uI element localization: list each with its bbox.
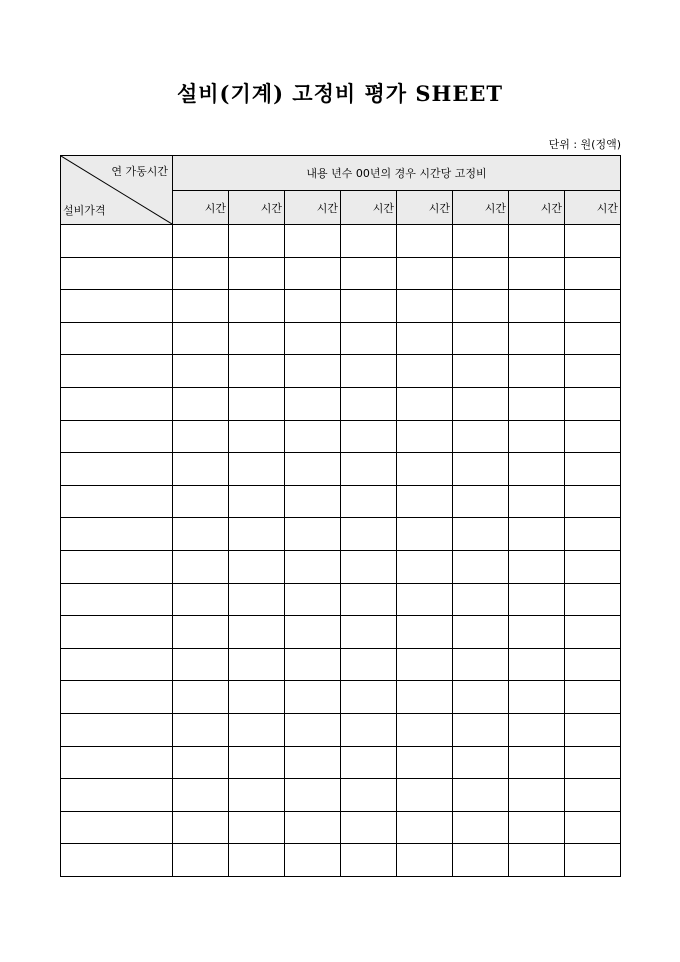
fixed-cost-cell[interactable] <box>341 616 397 649</box>
fixed-cost-cell[interactable] <box>453 779 509 812</box>
fixed-cost-cell[interactable] <box>285 616 341 649</box>
equipment-price-cell[interactable] <box>61 518 173 551</box>
fixed-cost-cell[interactable] <box>397 257 453 290</box>
fixed-cost-cell[interactable] <box>397 485 453 518</box>
fixed-cost-cell[interactable] <box>509 355 565 388</box>
fixed-cost-cell[interactable] <box>509 485 565 518</box>
hours-column-header: 시간 <box>229 191 285 225</box>
annual-operating-hours-label: 연 가동시간 <box>111 165 168 178</box>
fixed-cost-cell[interactable] <box>509 746 565 779</box>
fixed-cost-cell[interactable] <box>229 550 285 583</box>
fixed-cost-cell[interactable] <box>285 746 341 779</box>
equipment-price-cell[interactable] <box>61 225 173 258</box>
fixed-cost-cell[interactable] <box>285 322 341 355</box>
fixed-cost-cell[interactable] <box>341 583 397 616</box>
fixed-cost-cell[interactable] <box>565 779 621 812</box>
table-row <box>61 485 621 518</box>
fixed-cost-cell[interactable] <box>509 648 565 681</box>
table-row <box>61 290 621 323</box>
fixed-cost-cell[interactable] <box>397 713 453 746</box>
fixed-cost-cell[interactable] <box>397 681 453 714</box>
table-row <box>61 453 621 486</box>
fixed-cost-cell[interactable] <box>397 290 453 323</box>
fixed-cost-cell[interactable] <box>229 518 285 551</box>
fixed-cost-cell[interactable] <box>285 844 341 877</box>
table-row <box>61 257 621 290</box>
table-row <box>61 225 621 258</box>
fixed-cost-cell[interactable] <box>397 518 453 551</box>
table-row <box>61 811 621 844</box>
fixed-cost-cell[interactable] <box>173 387 229 420</box>
fixed-cost-cell[interactable] <box>173 844 229 877</box>
table-row <box>61 387 621 420</box>
fixed-cost-cell[interactable] <box>565 225 621 258</box>
fixed-cost-cell[interactable] <box>173 485 229 518</box>
fixed-cost-cell[interactable] <box>173 648 229 681</box>
equipment-price-label: 설비가격 <box>63 204 106 217</box>
table-row <box>61 713 621 746</box>
fixed-cost-cell[interactable] <box>341 420 397 453</box>
fixed-cost-cell[interactable] <box>397 648 453 681</box>
fixed-cost-cell[interactable] <box>565 322 621 355</box>
equipment-price-cell[interactable] <box>61 550 173 583</box>
fixed-cost-cell[interactable] <box>453 844 509 877</box>
fixed-cost-cell[interactable] <box>229 779 285 812</box>
fixed-cost-cell[interactable] <box>341 518 397 551</box>
fixed-cost-cell[interactable] <box>509 453 565 486</box>
hours-column-header: 시간 <box>565 191 621 225</box>
hours-column-header: 시간 <box>173 191 229 225</box>
fixed-cost-cell[interactable] <box>173 518 229 551</box>
table-row <box>61 583 621 616</box>
fixed-cost-cell[interactable] <box>285 290 341 323</box>
fixed-cost-cell[interactable] <box>285 257 341 290</box>
fixed-cost-cell[interactable] <box>341 453 397 486</box>
fixed-cost-cell[interactable] <box>341 485 397 518</box>
fixed-cost-cell[interactable] <box>173 681 229 714</box>
fixed-cost-cell[interactable] <box>453 290 509 323</box>
equipment-price-cell[interactable] <box>61 257 173 290</box>
fixed-cost-cell[interactable] <box>565 713 621 746</box>
sheet-title: 설비(기계) 고정비 평가 SHEET <box>176 81 504 106</box>
equipment-price-cell[interactable] <box>61 485 173 518</box>
table-row <box>61 844 621 877</box>
fixed-cost-cell[interactable] <box>565 420 621 453</box>
fixed-cost-cell[interactable] <box>341 550 397 583</box>
fixed-cost-cell[interactable] <box>397 616 453 649</box>
fixed-cost-cell[interactable] <box>229 713 285 746</box>
fixed-cost-cell[interactable] <box>341 746 397 779</box>
fixed-cost-cell[interactable] <box>341 257 397 290</box>
fixed-cost-cell[interactable] <box>397 779 453 812</box>
fixed-cost-cell[interactable] <box>229 648 285 681</box>
fixed-cost-cell[interactable] <box>453 681 509 714</box>
fixed-cost-cell[interactable] <box>341 225 397 258</box>
fixed-cost-cell[interactable] <box>173 322 229 355</box>
fixed-cost-cell[interactable] <box>453 518 509 551</box>
fixed-cost-cell[interactable] <box>565 355 621 388</box>
fixed-cost-cell[interactable] <box>397 322 453 355</box>
fixed-cost-cell[interactable] <box>285 225 341 258</box>
fixed-cost-cell[interactable] <box>509 550 565 583</box>
fixed-cost-cell[interactable] <box>565 453 621 486</box>
fixed-cost-cell[interactable] <box>173 811 229 844</box>
fixed-cost-cell[interactable] <box>341 290 397 323</box>
equipment-price-cell[interactable] <box>61 420 173 453</box>
fixed-cost-cell[interactable] <box>509 779 565 812</box>
fixed-cost-cell[interactable] <box>397 746 453 779</box>
fixed-cost-cell[interactable] <box>285 453 341 486</box>
hours-column-header: 시간 <box>285 191 341 225</box>
fixed-cost-cell[interactable] <box>173 453 229 486</box>
fixed-cost-cell[interactable] <box>565 616 621 649</box>
fixed-cost-cell[interactable] <box>565 746 621 779</box>
fixed-cost-cell[interactable] <box>285 518 341 551</box>
fixed-cost-cell[interactable] <box>453 811 509 844</box>
fixed-cost-cell[interactable] <box>453 713 509 746</box>
fixed-cost-cell[interactable] <box>341 844 397 877</box>
equipment-price-cell[interactable] <box>61 616 173 649</box>
fixed-cost-cell[interactable] <box>341 681 397 714</box>
fixed-cost-cell[interactable] <box>509 681 565 714</box>
fixed-cost-cell[interactable] <box>285 420 341 453</box>
fixed-cost-cell[interactable] <box>509 420 565 453</box>
fixed-cost-cell[interactable] <box>397 355 453 388</box>
fixed-cost-cell[interactable] <box>285 355 341 388</box>
fixed-cost-cell[interactable] <box>229 453 285 486</box>
table-row <box>61 420 621 453</box>
hours-column-header: 시간 <box>397 191 453 225</box>
fixed-cost-cell[interactable] <box>453 322 509 355</box>
fixed-cost-cell[interactable] <box>173 583 229 616</box>
fixed-cost-cell[interactable] <box>229 387 285 420</box>
fixed-cost-cell[interactable] <box>341 648 397 681</box>
fixed-cost-cell[interactable] <box>285 550 341 583</box>
table-row <box>61 322 621 355</box>
fixed-cost-cell[interactable] <box>453 550 509 583</box>
equipment-price-cell[interactable] <box>61 713 173 746</box>
fixed-cost-cell[interactable] <box>509 583 565 616</box>
fixed-cost-cell[interactable] <box>397 387 453 420</box>
fixed-cost-cell[interactable] <box>453 225 509 258</box>
fixed-cost-cell[interactable] <box>453 387 509 420</box>
fixed-cost-cell[interactable] <box>397 844 453 877</box>
fixed-cost-cell[interactable] <box>397 453 453 486</box>
fixed-cost-cell[interactable] <box>565 518 621 551</box>
fixed-cost-cell[interactable] <box>285 811 341 844</box>
table-row <box>61 681 621 714</box>
fixed-cost-cell[interactable] <box>341 811 397 844</box>
fixed-cost-cell[interactable] <box>229 844 285 877</box>
table-row <box>61 355 621 388</box>
fixed-cost-cell[interactable] <box>341 387 397 420</box>
fixed-cost-cell[interactable] <box>397 225 453 258</box>
equipment-price-cell[interactable] <box>61 290 173 323</box>
table-row <box>61 779 621 812</box>
fixed-cost-cell[interactable] <box>509 290 565 323</box>
fixed-cost-cell[interactable] <box>229 616 285 649</box>
fixed-cost-cell[interactable] <box>565 583 621 616</box>
equipment-price-cell[interactable] <box>61 355 173 388</box>
fixed-cost-cell[interactable] <box>565 257 621 290</box>
fixed-cost-cell[interactable] <box>229 420 285 453</box>
fixed-cost-per-hour-header: 내용 년수 00년의 경우 시간당 고정비 <box>173 156 621 191</box>
equipment-price-cell[interactable] <box>61 648 173 681</box>
fixed-cost-cell[interactable] <box>173 225 229 258</box>
equipment-price-cell[interactable] <box>61 844 173 877</box>
fixed-cost-cell[interactable] <box>453 485 509 518</box>
fixed-cost-cell[interactable] <box>565 550 621 583</box>
fixed-cost-cell[interactable] <box>285 681 341 714</box>
fixed-cost-cell[interactable] <box>173 420 229 453</box>
equipment-price-cell[interactable] <box>61 779 173 812</box>
table-row <box>61 746 621 779</box>
fixed-cost-cell[interactable] <box>397 811 453 844</box>
fixed-cost-cell[interactable] <box>229 746 285 779</box>
table-row <box>61 616 621 649</box>
fixed-cost-cell[interactable] <box>453 420 509 453</box>
hours-column-header: 시간 <box>341 191 397 225</box>
fixed-cost-cell[interactable] <box>565 811 621 844</box>
fixed-cost-cell[interactable] <box>565 485 621 518</box>
fixed-cost-cell[interactable] <box>173 616 229 649</box>
fixed-cost-cell[interactable] <box>453 616 509 649</box>
hours-column-header: 시간 <box>509 191 565 225</box>
equipment-price-cell[interactable] <box>61 746 173 779</box>
fixed-cost-cell[interactable] <box>509 257 565 290</box>
fixed-cost-cell[interactable] <box>509 616 565 649</box>
fixed-cost-cell[interactable] <box>565 387 621 420</box>
fixed-cost-cell[interactable] <box>565 844 621 877</box>
fixed-cost-cell[interactable] <box>509 844 565 877</box>
fixed-cost-cell[interactable] <box>341 355 397 388</box>
equipment-price-cell[interactable] <box>61 453 173 486</box>
fixed-cost-cell[interactable] <box>341 779 397 812</box>
table-row <box>61 518 621 551</box>
fixed-cost-cell[interactable] <box>285 485 341 518</box>
fixed-cost-cell[interactable] <box>285 648 341 681</box>
fixed-cost-cell[interactable] <box>173 290 229 323</box>
hours-column-header: 시간 <box>453 191 509 225</box>
fixed-cost-cell[interactable] <box>341 713 397 746</box>
fixed-cost-cell[interactable] <box>341 322 397 355</box>
equipment-price-cell[interactable] <box>61 811 173 844</box>
fixed-cost-cell[interactable] <box>229 583 285 616</box>
equipment-price-cell[interactable] <box>61 387 173 420</box>
fixed-cost-cell[interactable] <box>453 648 509 681</box>
fixed-cost-cell[interactable] <box>173 779 229 812</box>
fixed-cost-cell[interactable] <box>453 355 509 388</box>
fixed-cost-cell[interactable] <box>229 355 285 388</box>
fixed-cost-cell[interactable] <box>173 257 229 290</box>
fixed-cost-cell[interactable] <box>285 583 341 616</box>
fixed-cost-cell[interactable] <box>229 322 285 355</box>
equipment-price-cell[interactable] <box>61 322 173 355</box>
fixed-cost-cell[interactable] <box>453 746 509 779</box>
diagonal-header-cell <box>61 156 173 225</box>
equipment-price-cell[interactable] <box>61 583 173 616</box>
fixed-cost-cell[interactable] <box>509 322 565 355</box>
fixed-cost-cell[interactable] <box>229 811 285 844</box>
fixed-cost-cell[interactable] <box>229 225 285 258</box>
fixed-cost-cell[interactable] <box>285 779 341 812</box>
fixed-cost-cell[interactable] <box>285 713 341 746</box>
fixed-cost-cell[interactable] <box>173 550 229 583</box>
table-row <box>61 648 621 681</box>
fixed-cost-cell[interactable] <box>509 387 565 420</box>
fixed-cost-cell[interactable] <box>565 681 621 714</box>
fixed-cost-cell[interactable] <box>453 453 509 486</box>
fixed-cost-cell[interactable] <box>173 713 229 746</box>
fixed-cost-cell[interactable] <box>453 583 509 616</box>
equipment-price-cell[interactable] <box>61 681 173 714</box>
fixed-cost-cell[interactable] <box>173 355 229 388</box>
table-row <box>61 550 621 583</box>
unit-note: 단위 : 원(정액) <box>548 138 621 151</box>
fixed-cost-cell[interactable] <box>509 713 565 746</box>
fixed-cost-cell[interactable] <box>397 550 453 583</box>
fixed-cost-cell[interactable] <box>565 290 621 323</box>
fixed-cost-cell[interactable] <box>229 290 285 323</box>
fixed-cost-cell[interactable] <box>229 485 285 518</box>
fixed-cost-cell[interactable] <box>509 225 565 258</box>
fixed-cost-cell[interactable] <box>229 257 285 290</box>
fixed-cost-cell[interactable] <box>565 648 621 681</box>
fixed-cost-cell[interactable] <box>285 387 341 420</box>
fixed-cost-cell[interactable] <box>509 518 565 551</box>
fixed-cost-cell[interactable] <box>229 681 285 714</box>
fixed-cost-cell[interactable] <box>509 811 565 844</box>
cost-table <box>60 155 621 877</box>
fixed-cost-cell[interactable] <box>397 420 453 453</box>
fixed-cost-cell[interactable] <box>173 746 229 779</box>
fixed-cost-cell[interactable] <box>397 583 453 616</box>
fixed-cost-cell[interactable] <box>453 257 509 290</box>
